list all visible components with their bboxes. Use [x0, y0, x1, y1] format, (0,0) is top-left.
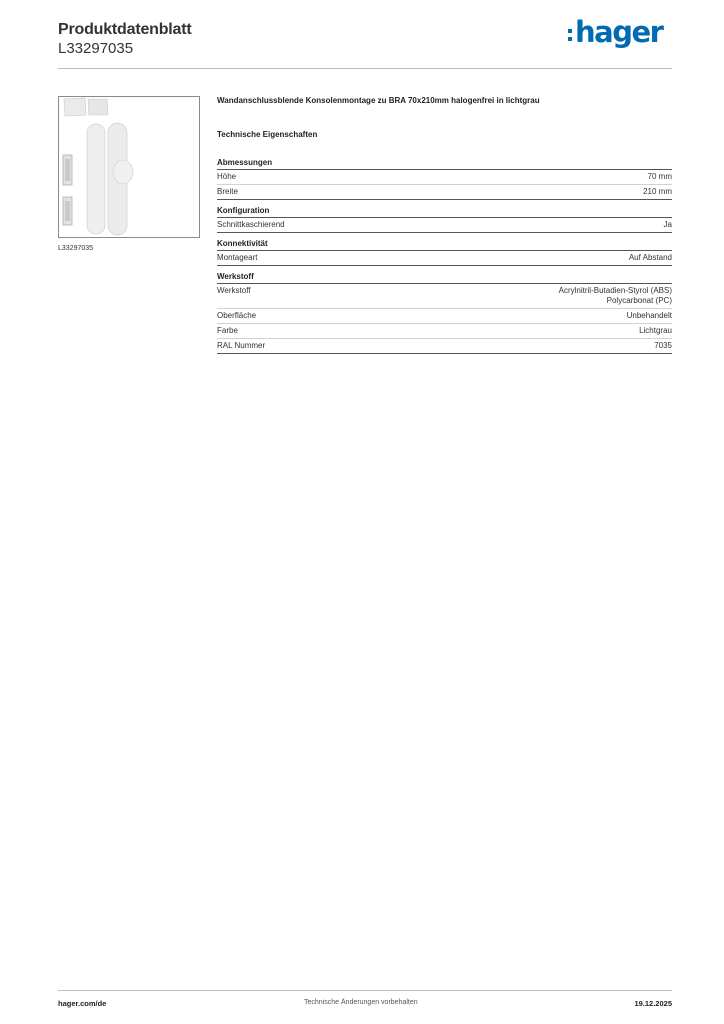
header-divider [58, 68, 672, 69]
property-row [217, 218, 672, 233]
property-group [217, 158, 672, 200]
footer-divider [58, 990, 672, 991]
property-value [654, 341, 672, 351]
property-label: Farbe [217, 326, 238, 335]
hager-logo [568, 15, 662, 49]
property-row [217, 284, 672, 309]
property-value [664, 220, 672, 230]
property-row [217, 170, 672, 185]
image-caption: L33297035 [58, 245, 94, 252]
property-group [217, 239, 672, 266]
tech-properties-heading: Technische Eigenschaften [217, 130, 318, 139]
property-value-line: Auf Abstand [628, 253, 672, 262]
property-value [643, 187, 672, 197]
page-title: Produktdatenblatt [58, 21, 192, 38]
property-value [629, 253, 672, 263]
property-row [217, 309, 672, 324]
logo-text: hager [575, 14, 663, 49]
logo-dots-icon [568, 29, 572, 41]
property-groups [217, 158, 672, 354]
property-row [217, 324, 672, 339]
group-heading: Konfiguration [217, 206, 672, 218]
property-value-line: 7035 [654, 341, 672, 350]
property-label: Werkstoff [217, 286, 251, 295]
product-illustration-icon [59, 97, 199, 237]
property-value-line: Ja [663, 220, 672, 229]
property-label: Montageart [217, 253, 258, 262]
footer-date: 19.12.2025 [634, 999, 672, 1008]
property-value-line: Unbehandelt [626, 311, 672, 320]
property-label: Breite [217, 187, 238, 196]
property-group [217, 272, 672, 354]
footer-website: hager.com/de [58, 999, 107, 1008]
property-row [217, 185, 672, 200]
product-description: Wandanschlussblende Konsolenmontage zu BRA 70x210mm halogenfrei in lichtgrau [217, 96, 540, 105]
property-value [627, 311, 672, 321]
property-row [217, 339, 672, 354]
group-heading: Konnektivität [217, 239, 672, 251]
property-value [639, 326, 672, 336]
product-details [217, 96, 672, 358]
property-label: Höhe [217, 172, 237, 181]
group-heading: Abmessungen [217, 158, 672, 170]
property-row [217, 251, 672, 266]
property-value-line: Polycarbonat (PC) [606, 296, 672, 305]
property-value-line: Lichtgrau [639, 326, 672, 335]
property-value [559, 286, 672, 306]
footer-notice: Technische Änderungen vorbehalten [304, 999, 418, 1006]
property-group [217, 206, 672, 233]
property-value-line: 70 mm [647, 172, 672, 181]
property-value-line: Acrylnitril-Butadien-Styrol (ABS) [558, 286, 672, 295]
property-value [648, 172, 672, 182]
product-code: L33297035 [58, 40, 134, 57]
property-value-line: 210 mm [643, 187, 672, 196]
property-label: Oberfläche [217, 311, 257, 320]
product-image [58, 96, 200, 238]
property-label: RAL Nummer [217, 341, 266, 350]
property-label: Schnittkaschierend [217, 220, 285, 229]
group-heading: Werkstoff [217, 272, 672, 284]
